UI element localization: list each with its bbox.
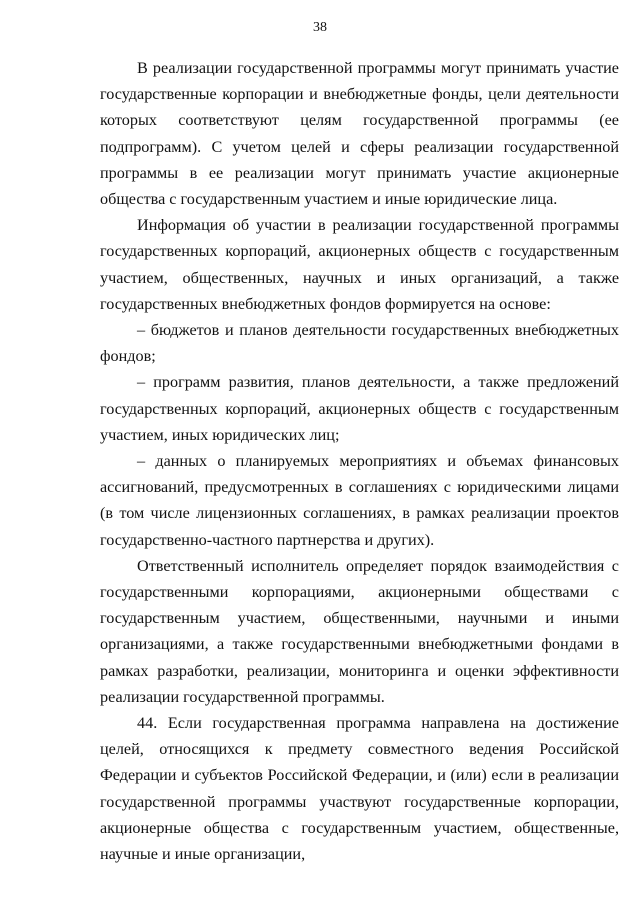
list-item-programs: – программ развития, планов деятельности, а также предложений государственных корпораций, акционерных обществ с государственным участием, иных юридических лиц; xyxy=(100,373,619,444)
page-number: 38 xyxy=(313,20,327,35)
list-item-data: – данных о планируемых мероприятиях и объемах финансовых ассигнований, предусмотренных в соглашениях с юридическими лицами (в том числе лицензионных соглашениях, в рамках реализации проектов государственно-частного партнерства и других). xyxy=(100,452,619,549)
paragraph-item-44: 44. Если государственная программа направлена на достижение целей, относящихся к предмету совместного ведения Российской Федерации и субъектов Российской Федерации, и (или) если в реализации государственной программы участвуют государственные корпорации, акционерные общества с государственным участием, общественные, научные и иные организации, xyxy=(100,714,619,864)
document-body xyxy=(100,55,619,867)
paragraph-information-basis: Информация об участии в реализации государственной программы государственных корпораций, акционерных обществ с государственным участием, общественных, научных и иных организаций, а также государственных внебюджетных фондов формируется на основе: xyxy=(100,216,619,313)
paragraph-responsible-executor: Ответственный исполнитель определяет порядок взаимодействия с государственными корпорациями, акционерными обществами с государственным участием, общественными, научными и иными организациями, а также государственными внебюджетными фондами в рамках разработки, реализации, мониторинга и оценки эффективности реализации государственной программы. xyxy=(100,556,619,706)
list-item-budgets: – бюджетов и планов деятельности государственных внебюджетных фондов; xyxy=(100,321,619,366)
paragraph-participation: В реализации государственной программы могут принимать участие государственные корпорации и внебюджетные фонды, цели деятельности которых соответствуют целям государственной программы (ее подпрограмм). С учетом целей и сферы реализации государственной программы в ее реализации могут принимать участие акционерные общества с государственным участием и иные юридические лица. xyxy=(100,59,619,209)
